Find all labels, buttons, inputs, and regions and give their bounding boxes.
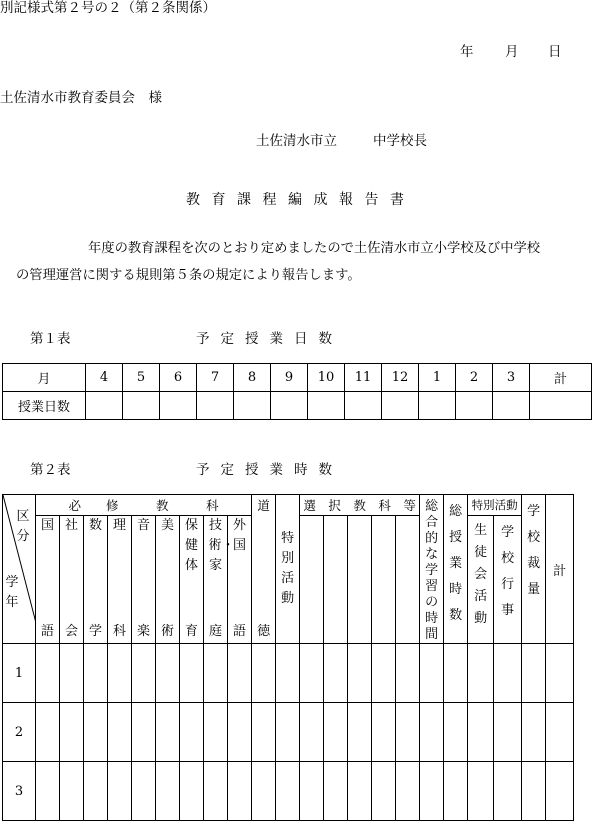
hours-cell[interactable] (372, 762, 396, 821)
hours-cell[interactable] (228, 644, 252, 703)
hours-cell[interactable] (300, 703, 324, 762)
hours-cell[interactable] (420, 703, 444, 762)
document-title: 教育課程編成報告書 (186, 192, 416, 208)
hours-cell[interactable] (252, 762, 276, 821)
hours-cell[interactable] (546, 703, 574, 762)
special-activity-label: 特別活動 (281, 531, 295, 606)
table1-total-label: 計 (530, 364, 592, 392)
grade-row-3 (3, 762, 574, 821)
hours-cell[interactable] (156, 762, 180, 821)
month-cell: 3 (493, 364, 530, 392)
hours-cell[interactable] (396, 762, 420, 821)
month-cell: 2 (456, 364, 493, 392)
hours-cell[interactable] (60, 644, 84, 703)
special-activity-group-header: 特別活動 (468, 495, 522, 516)
days-cell[interactable] (86, 392, 123, 420)
hours-cell[interactable] (180, 762, 204, 821)
grade-row-1 (3, 644, 574, 703)
student-council-header (468, 516, 494, 644)
date-month: 月 (505, 44, 519, 60)
table1-row-label: 授業日数 (3, 392, 86, 420)
month-cell: 5 (123, 364, 160, 392)
hours-cell[interactable] (468, 703, 494, 762)
subject-bottom: 育 (180, 612, 204, 644)
hours-cell[interactable] (108, 644, 132, 703)
days-cell[interactable] (271, 392, 308, 420)
hours-cell[interactable] (84, 762, 108, 821)
hours-cell[interactable] (468, 644, 494, 703)
days-cell[interactable] (308, 392, 345, 420)
hours-cell[interactable] (132, 644, 156, 703)
sender-prefix: 土佐清水市立 (256, 133, 337, 149)
hours-cell[interactable] (204, 644, 228, 703)
month-cell: 9 (271, 364, 308, 392)
month-cell: 12 (382, 364, 419, 392)
hours-cell[interactable] (180, 644, 204, 703)
elective-cell[interactable] (396, 516, 420, 644)
month-cell: 11 (345, 364, 382, 392)
grade-row-2 (3, 703, 574, 762)
days-cell[interactable] (345, 392, 382, 420)
hours-cell[interactable] (324, 762, 348, 821)
hours-cell[interactable] (348, 644, 372, 703)
hours-cell[interactable] (276, 762, 300, 821)
days-cell[interactable] (419, 392, 456, 420)
month-cell: 7 (197, 364, 234, 392)
hours-cell[interactable] (84, 703, 108, 762)
subject-bottom: 庭 (204, 612, 228, 644)
hours-cell[interactable] (276, 703, 300, 762)
hours-cell[interactable] (204, 762, 228, 821)
elective-cell[interactable] (348, 516, 372, 644)
hours-cell[interactable] (180, 703, 204, 762)
school-event-label: 学校行事 (501, 525, 515, 618)
total-hours-label: 総授業時数 (449, 504, 463, 623)
days-total-cell[interactable] (530, 392, 592, 420)
hours-cell[interactable] (228, 762, 252, 821)
discretionary-label: 学校裁量 (527, 504, 541, 597)
table2-label: 第２表 (30, 462, 71, 478)
subject-bottom: 語 (228, 612, 252, 644)
hours-cell[interactable] (108, 703, 132, 762)
hours-cell[interactable] (420, 644, 444, 703)
month-cell: 4 (86, 364, 123, 392)
subject-bottom: 会 (60, 612, 84, 644)
hours-cell[interactable] (36, 703, 60, 762)
hours-cell[interactable] (252, 644, 276, 703)
hours-cell[interactable] (156, 703, 180, 762)
table1-days-row (3, 392, 592, 420)
special-activity-header (276, 495, 300, 644)
table1-month-label: 月 (3, 364, 86, 392)
hours-cell[interactable] (396, 703, 420, 762)
hours-cell[interactable] (444, 644, 468, 703)
hours-cell[interactable] (494, 703, 522, 762)
integrated-study-label: 総合的な学習の時間 (425, 499, 439, 642)
table1-title: 予定授業日数 (196, 331, 343, 347)
table2-title: 予定授業時数 (196, 462, 343, 478)
moral-bottom: 徳 (252, 612, 276, 644)
grade-label: 3 (3, 762, 36, 821)
hours-cell[interactable] (522, 703, 546, 762)
addressee: 土佐清水市教育委員会 様 (0, 90, 162, 106)
subject-bottom: 科 (108, 612, 132, 644)
hours-cell[interactable] (348, 762, 372, 821)
discretionary-header (522, 495, 546, 644)
hours-cell[interactable] (36, 644, 60, 703)
subject-top-kokugo: 国 (36, 516, 60, 612)
month-cell: 10 (308, 364, 345, 392)
total-hours-header (444, 495, 468, 644)
hours-cell[interactable] (444, 703, 468, 762)
days-cell[interactable] (123, 392, 160, 420)
date-day: 日 (548, 44, 562, 60)
hours-cell[interactable] (348, 703, 372, 762)
subject-top-hoken: 保健体 (180, 516, 204, 612)
hours-cell[interactable] (300, 762, 324, 821)
elective-header: 選 択 教 科 等 (300, 495, 420, 516)
form-label: 別記様式第２号の２（第２条関係） (0, 0, 216, 16)
table2-header-row-1 (3, 495, 574, 516)
subject-top-sugaku: 数 (84, 516, 108, 612)
school-event-header (494, 516, 522, 644)
subject-top-bijutsu: 美 (156, 516, 180, 612)
hours-cell[interactable] (522, 762, 546, 821)
hours-cell[interactable] (60, 762, 84, 821)
days-cell[interactable] (160, 392, 197, 420)
hours-cell[interactable] (396, 644, 420, 703)
hours-cell[interactable] (546, 644, 574, 703)
hours-cell[interactable] (444, 762, 468, 821)
student-council-label: 生徒会活動 (474, 523, 488, 626)
table1-label: 第１表 (30, 331, 71, 347)
hours-cell[interactable] (156, 644, 180, 703)
hours-cell[interactable] (468, 762, 494, 821)
table1-header-row (3, 364, 592, 392)
subject-bottom: 楽 (132, 612, 156, 644)
required-subjects-header: 必 修 教 科 (36, 495, 252, 516)
subject-top-shakai: 社 (60, 516, 84, 612)
elective-cell[interactable] (300, 516, 324, 644)
hours-cell[interactable] (108, 762, 132, 821)
subject-bottom: 語 (36, 612, 60, 644)
subject-bottom: 術 (156, 612, 180, 644)
month-cell: 8 (234, 364, 271, 392)
hours-cell[interactable] (252, 703, 276, 762)
days-cell[interactable] (197, 392, 234, 420)
hours-cell[interactable] (372, 703, 396, 762)
class-hours-table (2, 494, 574, 821)
hours-cell[interactable] (324, 644, 348, 703)
hours-cell[interactable] (132, 762, 156, 821)
corner-bottom-label: 学年 (5, 575, 19, 610)
integrated-study-header (420, 495, 444, 644)
hours-cell[interactable] (84, 644, 108, 703)
date-year: 年 (460, 44, 474, 60)
moral-middle (252, 516, 276, 612)
days-cell[interactable] (493, 392, 530, 420)
hours-cell[interactable] (36, 762, 60, 821)
hours-cell[interactable] (420, 762, 444, 821)
subject-bottom: 学 (84, 612, 108, 644)
moral-top: 道 (252, 495, 276, 516)
subject-top-rika: 理 (108, 516, 132, 612)
hours-cell[interactable] (522, 644, 546, 703)
hours-cell[interactable] (494, 762, 522, 821)
body-line-2: の管理運営に関する規則第５条の規定により報告します。 (16, 268, 361, 283)
days-cell[interactable] (382, 392, 419, 420)
month-cell: 1 (419, 364, 456, 392)
days-cell[interactable] (456, 392, 493, 420)
hours-cell[interactable] (372, 644, 396, 703)
body-line-1: 年度の教育課程を次のとおり定めましたので土佐清水市立小学校及び中学校 (88, 241, 541, 256)
hours-cell[interactable] (494, 644, 522, 703)
subject-top-ongaku: 音 (132, 516, 156, 612)
hours-cell[interactable] (204, 703, 228, 762)
hours-cell[interactable] (276, 644, 300, 703)
sender-suffix: 中学校長 (373, 133, 427, 149)
hours-cell[interactable] (132, 703, 156, 762)
month-cell: 6 (160, 364, 197, 392)
subject-top-gijutsu: 技術・家 (204, 516, 228, 612)
table2-total-header: 計 (546, 495, 574, 644)
hours-cell[interactable] (300, 644, 324, 703)
days-cell[interactable] (234, 392, 271, 420)
school-days-table (2, 363, 592, 420)
hours-cell[interactable] (324, 703, 348, 762)
hours-cell[interactable] (546, 762, 574, 821)
grade-label: 2 (3, 703, 36, 762)
corner-cell (3, 495, 36, 644)
elective-cell[interactable] (372, 516, 396, 644)
subject-top-gaikokugo: 外国 (228, 516, 252, 612)
corner-top-label: 区分 (16, 509, 30, 544)
hours-cell[interactable] (228, 703, 252, 762)
hours-cell[interactable] (60, 703, 84, 762)
grade-label: 1 (3, 644, 36, 703)
elective-cell[interactable] (324, 516, 348, 644)
